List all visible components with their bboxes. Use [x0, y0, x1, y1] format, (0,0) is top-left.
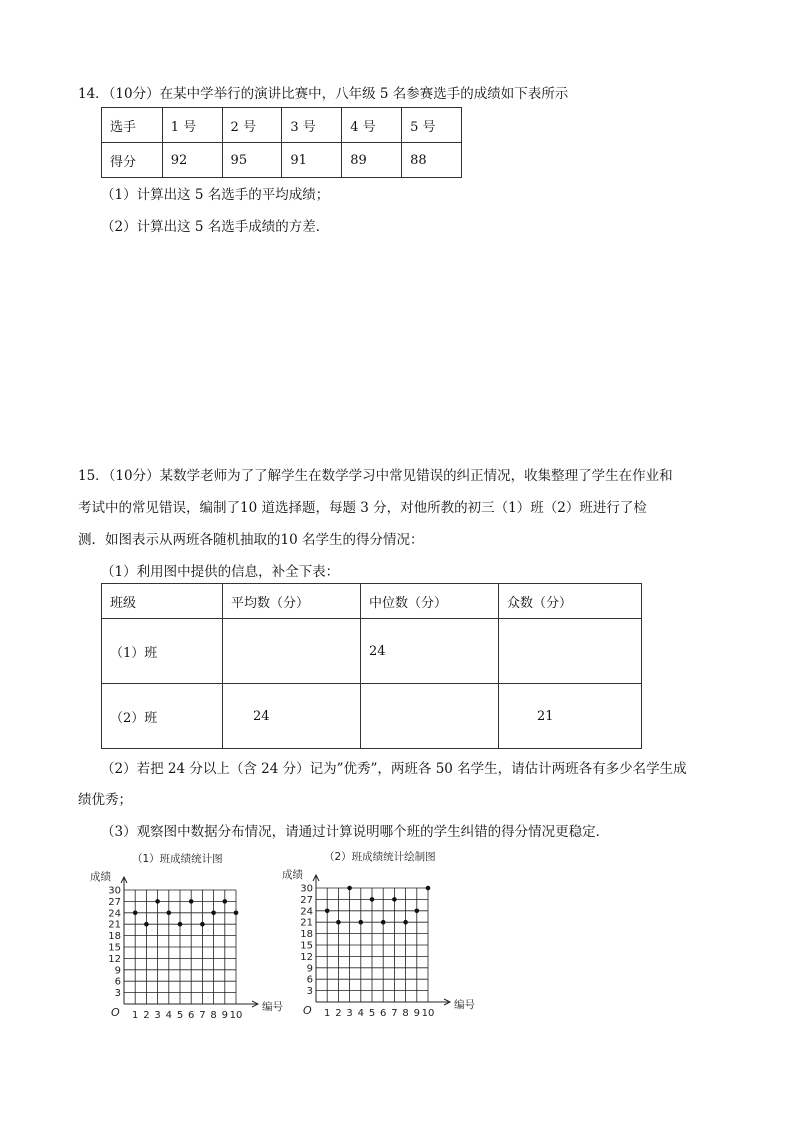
y-tick-label: 6: [114, 976, 121, 988]
data-point: [347, 886, 352, 891]
class1-score-chart: [88, 848, 298, 1030]
data-point: [189, 899, 194, 904]
data-point: [359, 920, 364, 925]
x-tick-label: 1: [132, 1010, 139, 1021]
q15-cell: 21: [499, 684, 642, 749]
x-tick-label: 10: [421, 1008, 435, 1019]
q15-cell: [361, 684, 499, 749]
data-point: [381, 920, 386, 925]
x-tick-label: 10: [229, 1010, 243, 1021]
data-point: [336, 920, 341, 925]
q15-stem-line2: 考试中的常见错误，编制了10 道选择题，每题 3 分，对他所教的初三（1）班（2）班进行了检: [78, 500, 647, 516]
y-tick-label: 9: [114, 965, 121, 977]
q14-part2: （2）计算出这 5 名选手成绩的方差．: [101, 219, 330, 235]
y-tick-label: 3: [114, 988, 121, 1000]
q15-cell: [223, 619, 361, 684]
y-tick-label: 27: [300, 894, 313, 906]
x-tick-label: 4: [165, 1010, 172, 1021]
q15-header-cell: 班级: [102, 584, 223, 619]
data-point: [403, 920, 408, 925]
q15-cell: （2）班: [102, 684, 223, 749]
q14-cell: 1 号: [162, 108, 222, 143]
x-tick-label: 8: [210, 1010, 217, 1021]
q14-cell: 95: [222, 143, 282, 178]
q14-cell: 89: [342, 143, 402, 178]
data-point: [223, 899, 228, 904]
y-tick-label: 21: [300, 917, 313, 929]
origin-label: O: [111, 1006, 120, 1019]
q14-cell: 92: [162, 143, 222, 178]
q15-part3: （3）观察图中数据分布情况，请通过计算说明哪个班的学生纠错的得分情况更稳定．: [101, 824, 610, 840]
q15-cell: 24: [223, 684, 361, 749]
x-tick-label: 9: [413, 1008, 420, 1019]
q15-cell: 24: [361, 619, 499, 684]
data-point: [155, 899, 160, 904]
data-point: [415, 909, 420, 914]
y-tick-label: 30: [300, 883, 313, 895]
data-point: [200, 922, 205, 927]
q15-header-cell: 平均数（分）: [223, 584, 361, 619]
x-tick-label: 7: [391, 1008, 398, 1019]
y-tick-label: 6: [306, 974, 313, 986]
y-tick-label: 24: [108, 908, 121, 920]
x-tick-label: 3: [346, 1008, 353, 1019]
q15-stats-table: [101, 583, 642, 749]
y-tick-label: 15: [300, 940, 313, 952]
x-tick-label: 8: [402, 1008, 409, 1019]
x-axis-label: 编号: [262, 1001, 283, 1013]
data-point: [325, 909, 330, 914]
q14-cell: 3 号: [282, 108, 342, 143]
q15-header-cell: 众数（分）: [499, 584, 642, 619]
q14-cell: 5 号: [402, 108, 462, 143]
y-tick-label: 3: [306, 986, 313, 998]
origin-label: O: [303, 1004, 312, 1017]
y-tick-label: 15: [108, 942, 121, 954]
q14-stem: 14．（10分）在某中学举行的演讲比赛中，八年级 5 名参赛选手的成绩如下表所示: [78, 86, 569, 102]
data-point: [392, 897, 397, 902]
y-axis-label: 成绩: [90, 871, 111, 883]
x-tick-label: 7: [199, 1010, 206, 1021]
x-tick-label: 2: [143, 1010, 150, 1021]
y-tick-label: 21: [108, 919, 121, 931]
x-tick-label: 4: [357, 1008, 364, 1019]
q14-score-table: [101, 107, 462, 178]
q14-cell: 4 号: [342, 108, 402, 143]
x-tick-label: 6: [380, 1008, 387, 1019]
x-tick-label: 2: [335, 1008, 342, 1019]
y-tick-label: 12: [300, 951, 313, 963]
data-point: [426, 886, 431, 891]
x-axis-label: 编号: [454, 999, 475, 1011]
x-tick-label: 1: [324, 1008, 331, 1019]
data-point: [234, 911, 239, 916]
x-tick-label: 5: [368, 1008, 376, 1019]
q15-part2-line2: 绩优秀；: [78, 792, 132, 808]
q14-cell: 91: [282, 143, 342, 178]
class2-score-chart: [280, 846, 490, 1030]
x-tick-label: 6: [188, 1010, 195, 1021]
y-tick-label: 9: [306, 963, 313, 975]
q15-cell: [499, 619, 642, 684]
q14-cell: 88: [402, 143, 462, 178]
q15-header-cell: 中位数（分）: [361, 584, 499, 619]
q14-part1: （1）计算出这 5 名选手的平均成绩；: [101, 187, 330, 203]
q14-cell: 2 号: [222, 108, 282, 143]
q15-part1: （1）利用图中提供的信息，补全下表：: [101, 564, 340, 580]
x-tick-label: 9: [221, 1010, 228, 1021]
q15-part2-line1: （2）若把 24 分以上（含 24 分）记为”优秀”，两班各 50 名学生，请估计两班各有多少名学生成: [101, 761, 687, 777]
y-tick-label: 24: [300, 906, 313, 918]
q14-cell: 得分: [102, 143, 163, 178]
data-point: [167, 911, 172, 916]
q15-cell: （1）班: [102, 619, 223, 684]
q15-stem-line1: 15．（10分）某数学老师为了了解学生在数学学习中常见错误的纠正情况，收集整理了学生在作业和: [78, 468, 673, 484]
chart-title: （2）班成绩统计绘制图: [324, 851, 436, 863]
y-tick-label: 30: [108, 885, 121, 897]
data-point: [144, 922, 149, 927]
data-point: [211, 911, 216, 916]
x-tick-label: 5: [176, 1010, 184, 1021]
y-tick-label: 18: [300, 929, 313, 941]
x-tick-label: 3: [154, 1010, 161, 1021]
y-tick-label: 27: [108, 896, 121, 908]
y-tick-label: 12: [108, 953, 121, 965]
data-point: [133, 911, 138, 916]
y-axis-label: 成绩: [282, 869, 303, 881]
data-point: [370, 897, 375, 902]
q15-stem-line3: 测．如图表示从两班各随机抽取的10 名学生的得分情况：: [78, 532, 424, 548]
y-tick-label: 18: [108, 931, 121, 943]
q14-cell: 选手: [102, 108, 163, 143]
chart-title: （1）班成绩统计图: [132, 853, 223, 865]
data-point: [178, 922, 183, 927]
